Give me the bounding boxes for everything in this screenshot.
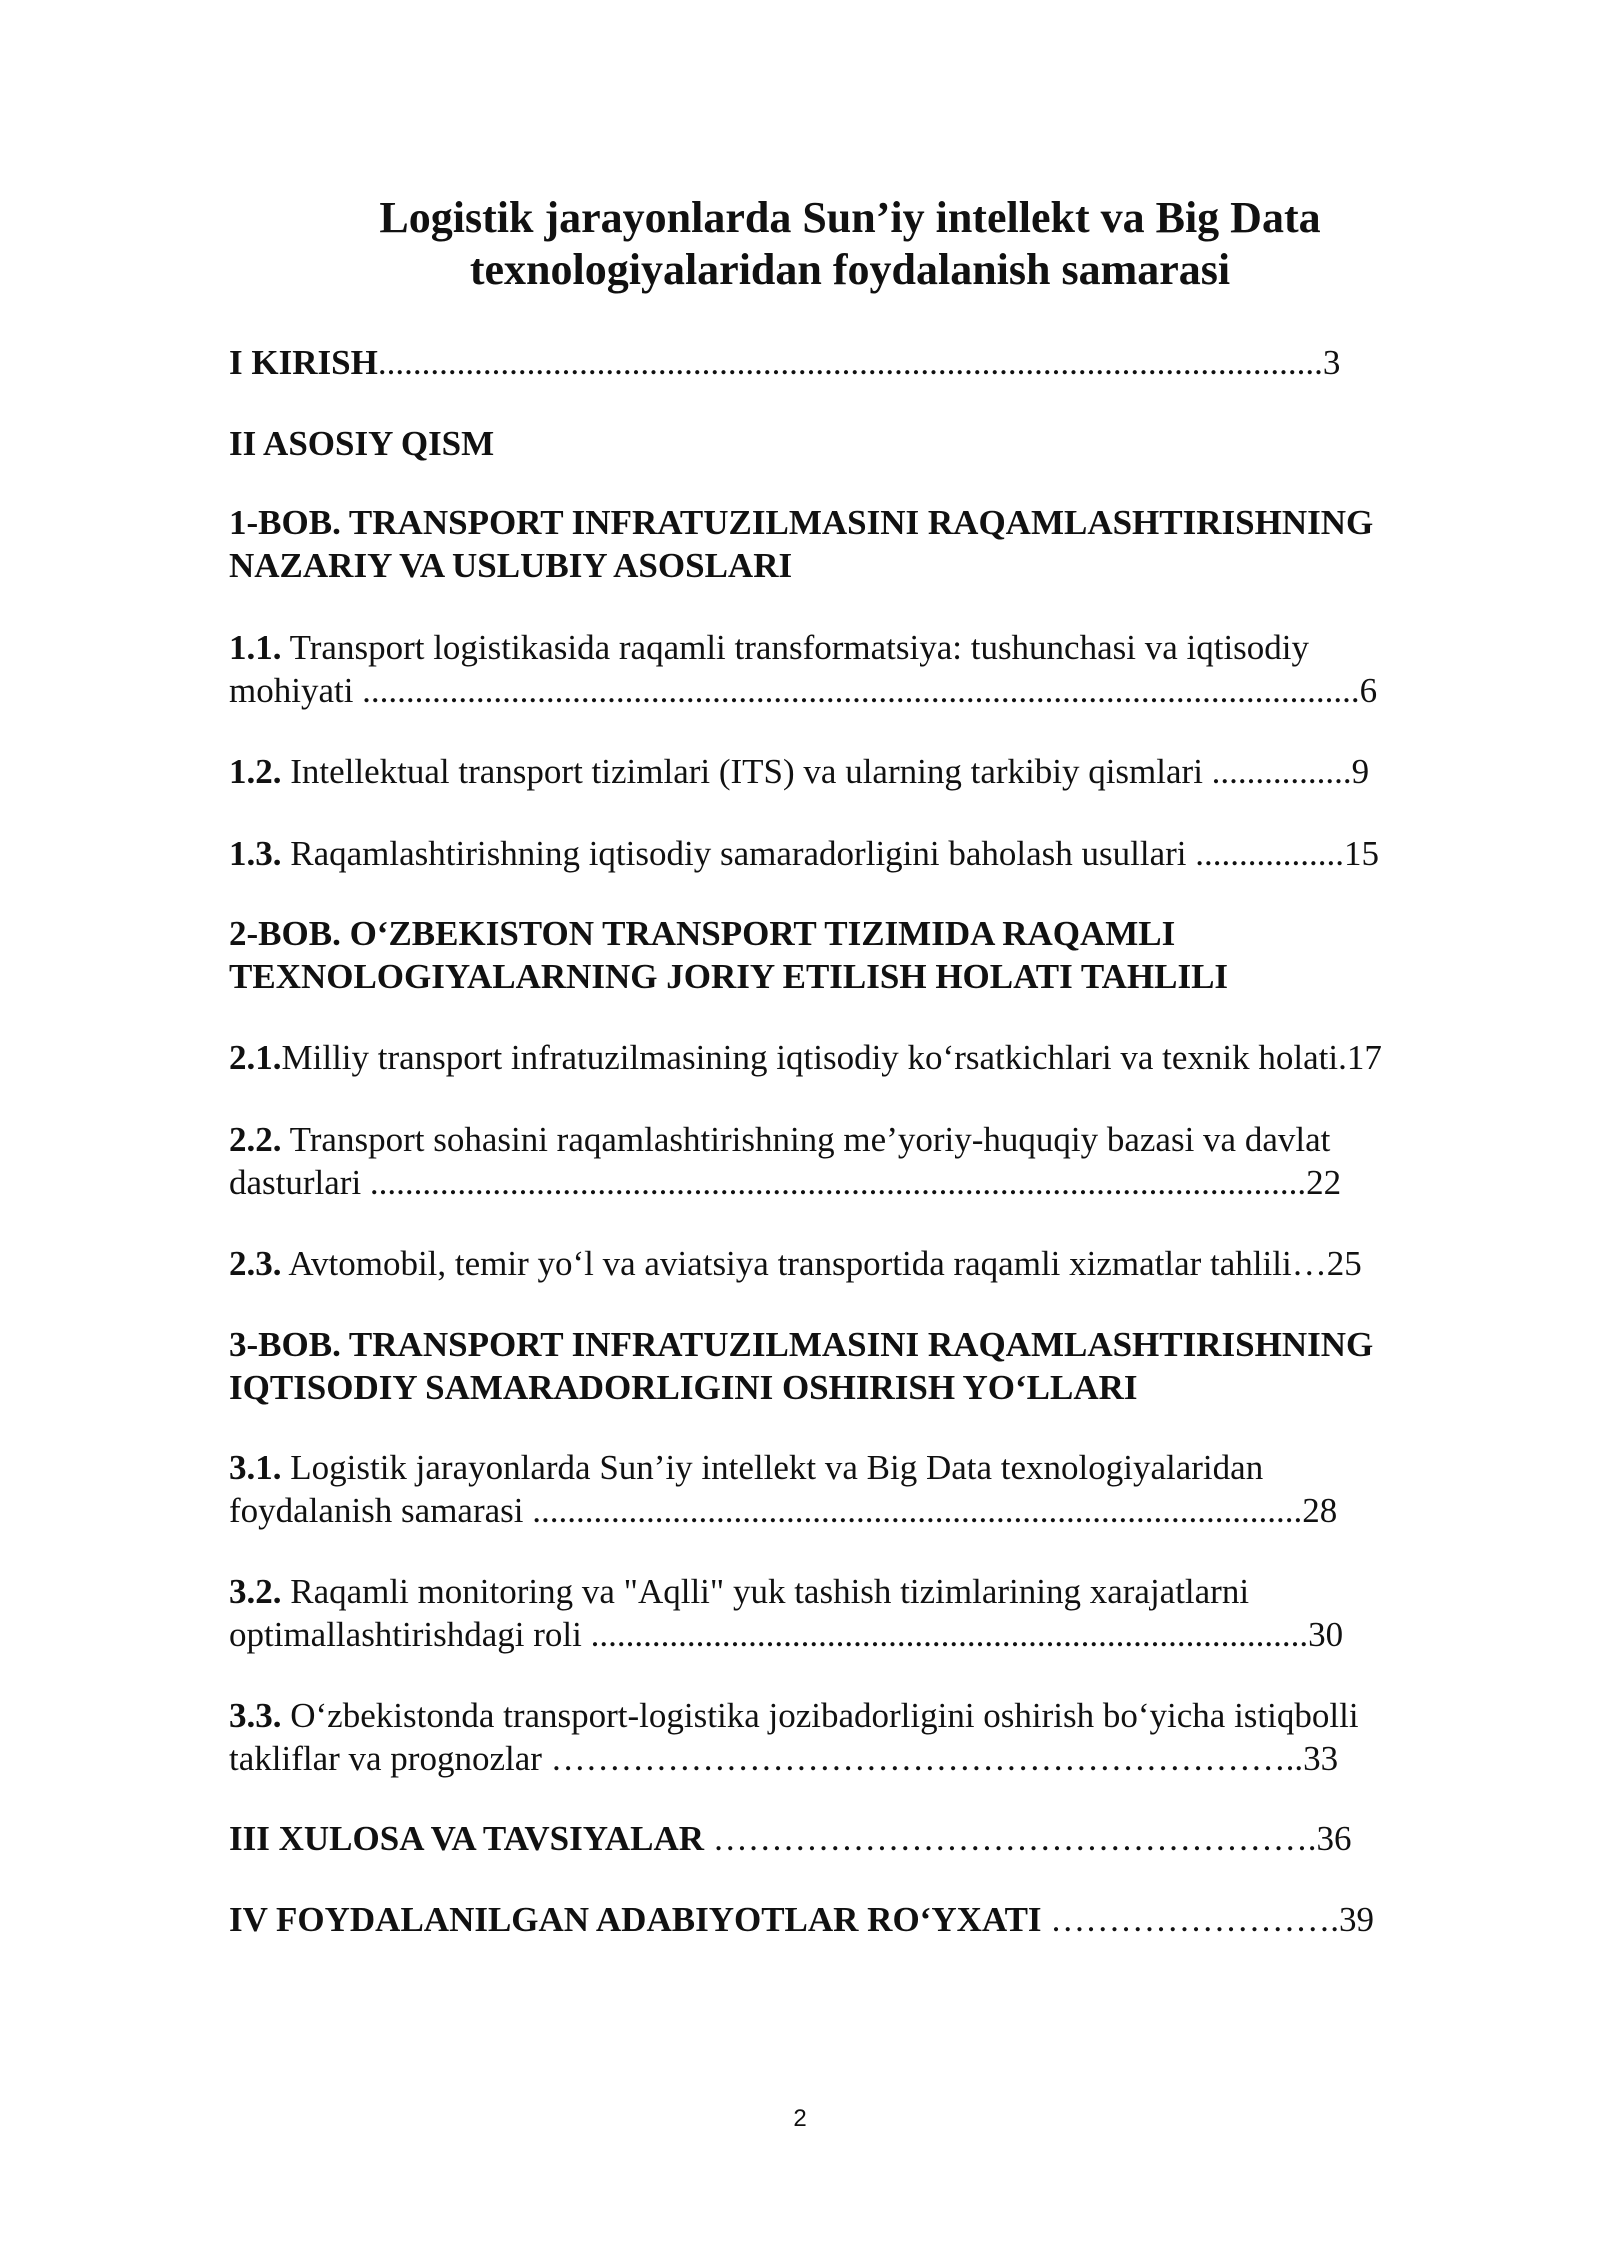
toc-3-3-line-2: takliflar va prognozlar ………………………………………………………..33 [229, 1739, 1339, 1778]
toc-1-1-line-2: mohiyati ..................................................................................................................6 [229, 671, 1378, 710]
toc-chapter-2-line-1: 2-BOB. O‘ZBEKISTON TRANSPORT TIZIMIDA RAQAMLI [229, 914, 1176, 953]
toc-entry-3-3 [229, 1694, 1489, 1780]
toc-adabiyot-dots: …………………….39 [1041, 1900, 1375, 1939]
toc-3-1-line-1: Logistik jarayonlarda Sun’iy intellekt va Big Data texnologiyalaridan [281, 1448, 1264, 1487]
toc-chapter-2 [229, 912, 1489, 998]
toc-entry-2-2 [229, 1118, 1489, 1204]
toc-xulosa-label: III XULOSA VA TAVSIYALAR [229, 1819, 704, 1858]
toc-chapter-3-line-1: 3-BOB. TRANSPORT INFRATUZILMASINI RAQAMLASHTIRISHNING [229, 1325, 1374, 1364]
page-number: 2 [793, 2105, 807, 2132]
toc-kirish-dots: ............................................................................................................3 [377, 343, 1341, 382]
toc-chapter-1-line-1: 1-BOB. TRANSPORT INFRATUZILMASINI RAQAMLASHTIRISHNING [229, 503, 1374, 542]
toc-3-1-number: 3.1. [229, 1448, 282, 1487]
toc-entry-1-1 [229, 626, 1489, 712]
toc-chapter-2-line-2: TEXNOLOGIYALARNING JORIY ETILISH HOLATI TAHLILI [229, 957, 1229, 996]
toc-3-3-number: 3.3. [229, 1696, 282, 1735]
toc-2-3-text: Avtomobil, temir yo‘l va aviatsiya transportida raqamli xizmatlar tahlili…25 [281, 1244, 1362, 1283]
toc-entry-asosiy: II ASOSIY QISM [229, 424, 495, 463]
toc-entry-1-3 [229, 832, 1489, 875]
toc-adabiyot-label: IV FOYDALANILGAN ADABIYOTLAR RO‘YXATI [229, 1900, 1042, 1939]
toc-entry-xulosa [229, 1817, 1489, 1860]
toc-1-2-text: Intellektual transport tizimlari (ITS) va ularning tarkibiy qismlari ................9 [281, 752, 1370, 791]
toc-1-1-number: 1.1. [229, 628, 282, 667]
toc-2-2-line-2: dasturlari ...........................................................................................................22 [229, 1163, 1342, 1202]
toc-2-2-line-1: Transport sohasini raqamlashtirishning me’yoriy-huquqiy bazasi va davlat [281, 1120, 1331, 1159]
toc-3-2-line-1: Raqamli monitoring va "Aqlli" yuk tashish tizimlarining xarajatlarni [281, 1572, 1250, 1611]
toc-2-2-number: 2.2. [229, 1120, 282, 1159]
toc-entry-2-1 [229, 1036, 1489, 1079]
toc-entry-2-3 [229, 1242, 1489, 1285]
toc-3-2-line-2: optimallashtirishdagi roli ..................................................................................30 [229, 1615, 1344, 1654]
toc-entry-3-2 [229, 1570, 1489, 1656]
toc-3-3-line-1: O‘zbekistonda transport-logistika jozibadorligini oshirish bo‘yicha istiqbolli [281, 1696, 1359, 1735]
toc-kirish-label: I KIRISH [229, 343, 378, 382]
toc-1-2-number: 1.2. [229, 752, 282, 791]
toc-xulosa-dots: …………………………………………….36 [704, 1819, 1352, 1858]
toc-entry-3-1 [229, 1446, 1489, 1532]
toc-entry-kirish [229, 341, 1489, 384]
toc-3-1-line-2: foydalanish samarasi ........................................................................................28 [229, 1491, 1338, 1530]
toc-entry-adabiyot [229, 1898, 1489, 1941]
document-title [200, 192, 1500, 296]
toc-1-1-line-1: Transport logistikasida raqamli transformatsiya: tushunchasi va iqtisodiy [281, 628, 1310, 667]
toc-entry-1-2 [229, 750, 1489, 793]
toc-1-3-number: 1.3. [229, 834, 282, 873]
toc-chapter-1-line-2: NAZARIY VA USLUBIY ASOSLARI [229, 546, 793, 585]
toc-3-2-number: 3.2. [229, 1572, 282, 1611]
toc-chapter-1 [229, 501, 1489, 587]
toc-2-3-number: 2.3. [229, 1244, 282, 1283]
toc-chapter-3 [229, 1323, 1489, 1409]
toc-2-1-number: 2.1. [229, 1038, 282, 1077]
title-line-1: Logistik jarayonlarda Sun’iy intellekt va Big Data [379, 193, 1321, 242]
toc-chapter-3-line-2: IQTISODIY SAMARADORLIGINI OSHIRISH YO‘LLARI [229, 1368, 1138, 1407]
toc-2-1-text: Milliy transport infratuzilmasining iqtisodiy ko‘rsatkichlari va texnik holati.17 [281, 1038, 1382, 1077]
toc-1-3-text: Raqamlashtirishning iqtisodiy samaradorligini baholash usullari .................15 [281, 834, 1380, 873]
title-line-2: texnologiyalaridan foydalanish samarasi [469, 245, 1231, 294]
